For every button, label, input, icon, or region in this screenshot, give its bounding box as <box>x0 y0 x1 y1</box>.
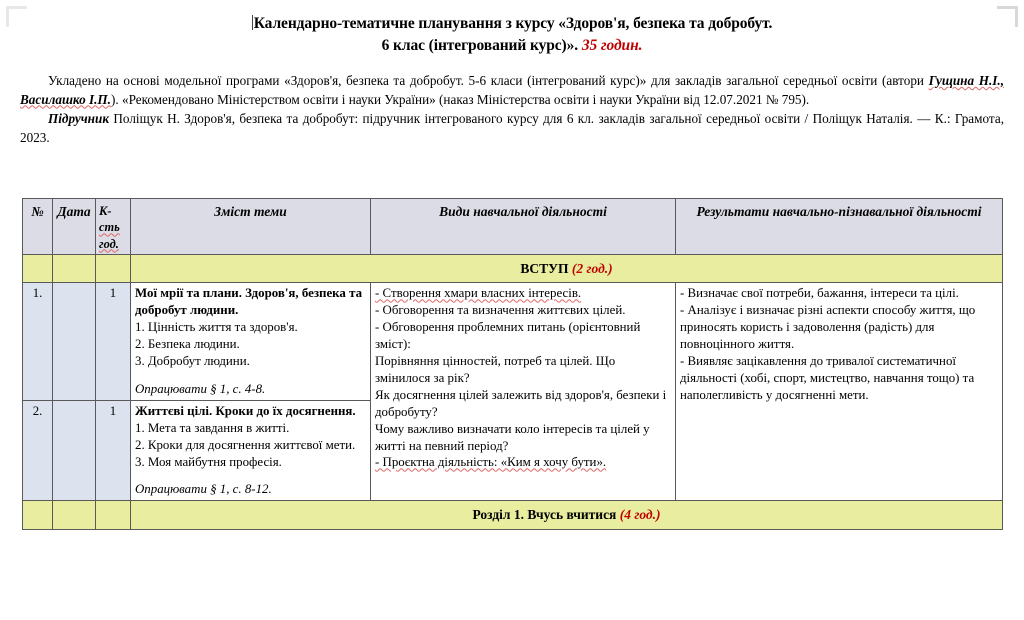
result-cell-vstup <box>676 283 1003 501</box>
intro-block <box>20 72 1004 148</box>
activity-line-5: Як досягнення цілей залежить від здоров'я, безпеки і добробуту? <box>375 387 667 419</box>
row-2-topic-item-2: 2. Кроки для досягнення життєвої мети. <box>135 437 356 452</box>
row-1-topic <box>131 283 371 400</box>
section-band-2-number-cell <box>23 501 53 530</box>
section-band-2-date-cell <box>53 501 96 530</box>
activity-line-1-text: - Створення хмари власних інтересів. <box>375 286 582 301</box>
document-title <box>60 13 964 58</box>
section-band-title-vstup-label: ВСТУП <box>520 260 569 276</box>
row-1-topic-item-1: 1. Цінність життя та здоров'я. <box>135 320 298 335</box>
row-2-topic-heading: Життєві цілі. Кроки до їх досягнення. <box>135 403 356 418</box>
activity-line-1 <box>375 286 581 300</box>
column-header-hours-line-2: сть <box>99 220 120 235</box>
activity-line-4: Порівняння цінностей, потреб та цілей. Що змінилося за рік? <box>375 354 616 385</box>
section-band-title-vstup <box>131 254 1003 283</box>
section-band-2-hours-cell <box>96 501 131 530</box>
section-band-date-cell <box>53 254 96 283</box>
intro-program-authors: Гущина Н.І., Василашко І.П. <box>20 72 1005 107</box>
activity-line-3: - Обговорення проблемних питань (орієнтовний зміст): <box>375 320 641 352</box>
text-cursor-caret <box>252 15 253 30</box>
column-header-hours-line-1: К- <box>99 204 112 218</box>
activity-cell-vstup <box>371 283 676 501</box>
intro-textbook-label: Підручник <box>48 111 109 127</box>
activity-line-6: Чому важливо визначати коло інтересів та цілей у житті на певний період? <box>375 421 650 453</box>
section-band-row-rozdil-1 <box>23 501 1003 530</box>
row-1-topic-heading: Мої мрії та плани. Здоров'я, безпека та добробут людини. <box>135 286 363 318</box>
intro-program-text-part-2: ). «Рекомендовано Міністерством освіти і науки України» (наказ Міністерства освіти і науки України від 12.07.2021 № 795). <box>110 91 810 107</box>
column-header-number: № <box>23 199 53 255</box>
document-title-line-1 <box>60 13 964 35</box>
row-1-topic-note: Опрацювати § 1, с. 4-8. <box>135 381 266 396</box>
result-line-3: - Виявляє зацікавлення до тривалої систематичної діяльності (хобі, спорт, мистецтво, навчання тощо) та наполегливість у досягненні мети. <box>680 354 975 402</box>
document-title-hours: 35 годин. <box>581 37 643 55</box>
column-header-date: Дата <box>53 199 96 255</box>
column-header-result: Результати навчально-пізнавальної діяльності <box>676 199 1003 255</box>
document-title-line-2-text: 6 клас (інтегрований курс)». <box>381 37 579 55</box>
section-band-number-cell <box>23 254 53 283</box>
section-band-title-rozdil-1 <box>131 501 1003 530</box>
section-band-title-vstup-hours: (2 год.) <box>571 260 613 276</box>
column-header-hours <box>96 199 131 255</box>
row-2-topic-item-3: 3. Моя майбутня професія. <box>135 454 282 469</box>
row-2-date <box>53 400 96 501</box>
row-1-number: 1. <box>23 283 53 400</box>
row-2-topic-item-1: 1. Мета та завдання в житті. <box>135 420 290 435</box>
row-2-topic-spacer <box>135 470 366 481</box>
result-line-2: - Аналізує і визначає різні аспекти способу життя, що приносять користь і задоволення (радість) для повноцінного життя. <box>680 303 976 352</box>
section-band-title-rozdil-1-hours: (4 год.) <box>619 507 661 523</box>
column-header-hours-line-3: год. <box>99 236 119 251</box>
document-title-line-2 <box>60 35 964 57</box>
row-2-topic-note: Опрацювати § 1, с. 8-12. <box>135 482 272 497</box>
row-1-topic-item-2: 2. Безпека людини. <box>135 337 240 352</box>
activity-line-7: - Проєктна діяльність: «Ким я хочу бути». <box>375 455 607 470</box>
row-2-hours: 1 <box>96 400 131 501</box>
row-2-number: 2. <box>23 400 53 501</box>
page-margin-mark-top-right <box>997 6 1018 27</box>
document-title-line-1-text: Календарно-тематичне планування з курсу «Здоров'я, безпека та добробут. <box>253 15 773 32</box>
row-1-topic-spacer <box>135 370 366 381</box>
section-band-title-rozdil-1-label: Розділ 1. Вчусь вчитися <box>472 507 617 523</box>
intro-textbook-text: Поліщук Н. Здоров'я, безпека та добробут: підручник інтегрованого курсу для 6 кл. закладів загальної середньої освіти / Поліщук Наталія. — К.: Грамота, 2023. <box>20 111 1004 146</box>
intro-program-text-part-1: Укладено на основі модельної програми «Здоров'я, безпека та добробут. 5-6 класи (інтегрований курс)» для закладів загальної середньої освіти (автори <box>48 72 929 88</box>
section-band-hours-cell <box>96 254 131 283</box>
column-header-topic: Зміст теми <box>131 199 371 255</box>
row-2-topic <box>131 400 371 501</box>
row-1-hours: 1 <box>96 283 131 400</box>
section-band-row-vstup <box>23 254 1003 283</box>
intro-paragraph-program <box>20 72 1004 109</box>
intro-paragraph-textbook <box>20 110 1004 147</box>
activity-line-2: - Обговорення та визначення життєвих цілей. <box>375 303 626 318</box>
column-header-activity: Види навчальної діяльності <box>371 199 676 255</box>
calendar-thematic-plan-table <box>22 198 1003 530</box>
table-row <box>23 283 1003 400</box>
table-header-row <box>23 199 1003 255</box>
page-margin-mark-top-left <box>6 6 27 27</box>
row-1-topic-item-3: 3. Добробут людини. <box>135 354 250 369</box>
row-1-date <box>53 283 96 400</box>
result-line-1: - Визначає свої потреби, бажання, інтереси та цілі. <box>680 286 959 301</box>
